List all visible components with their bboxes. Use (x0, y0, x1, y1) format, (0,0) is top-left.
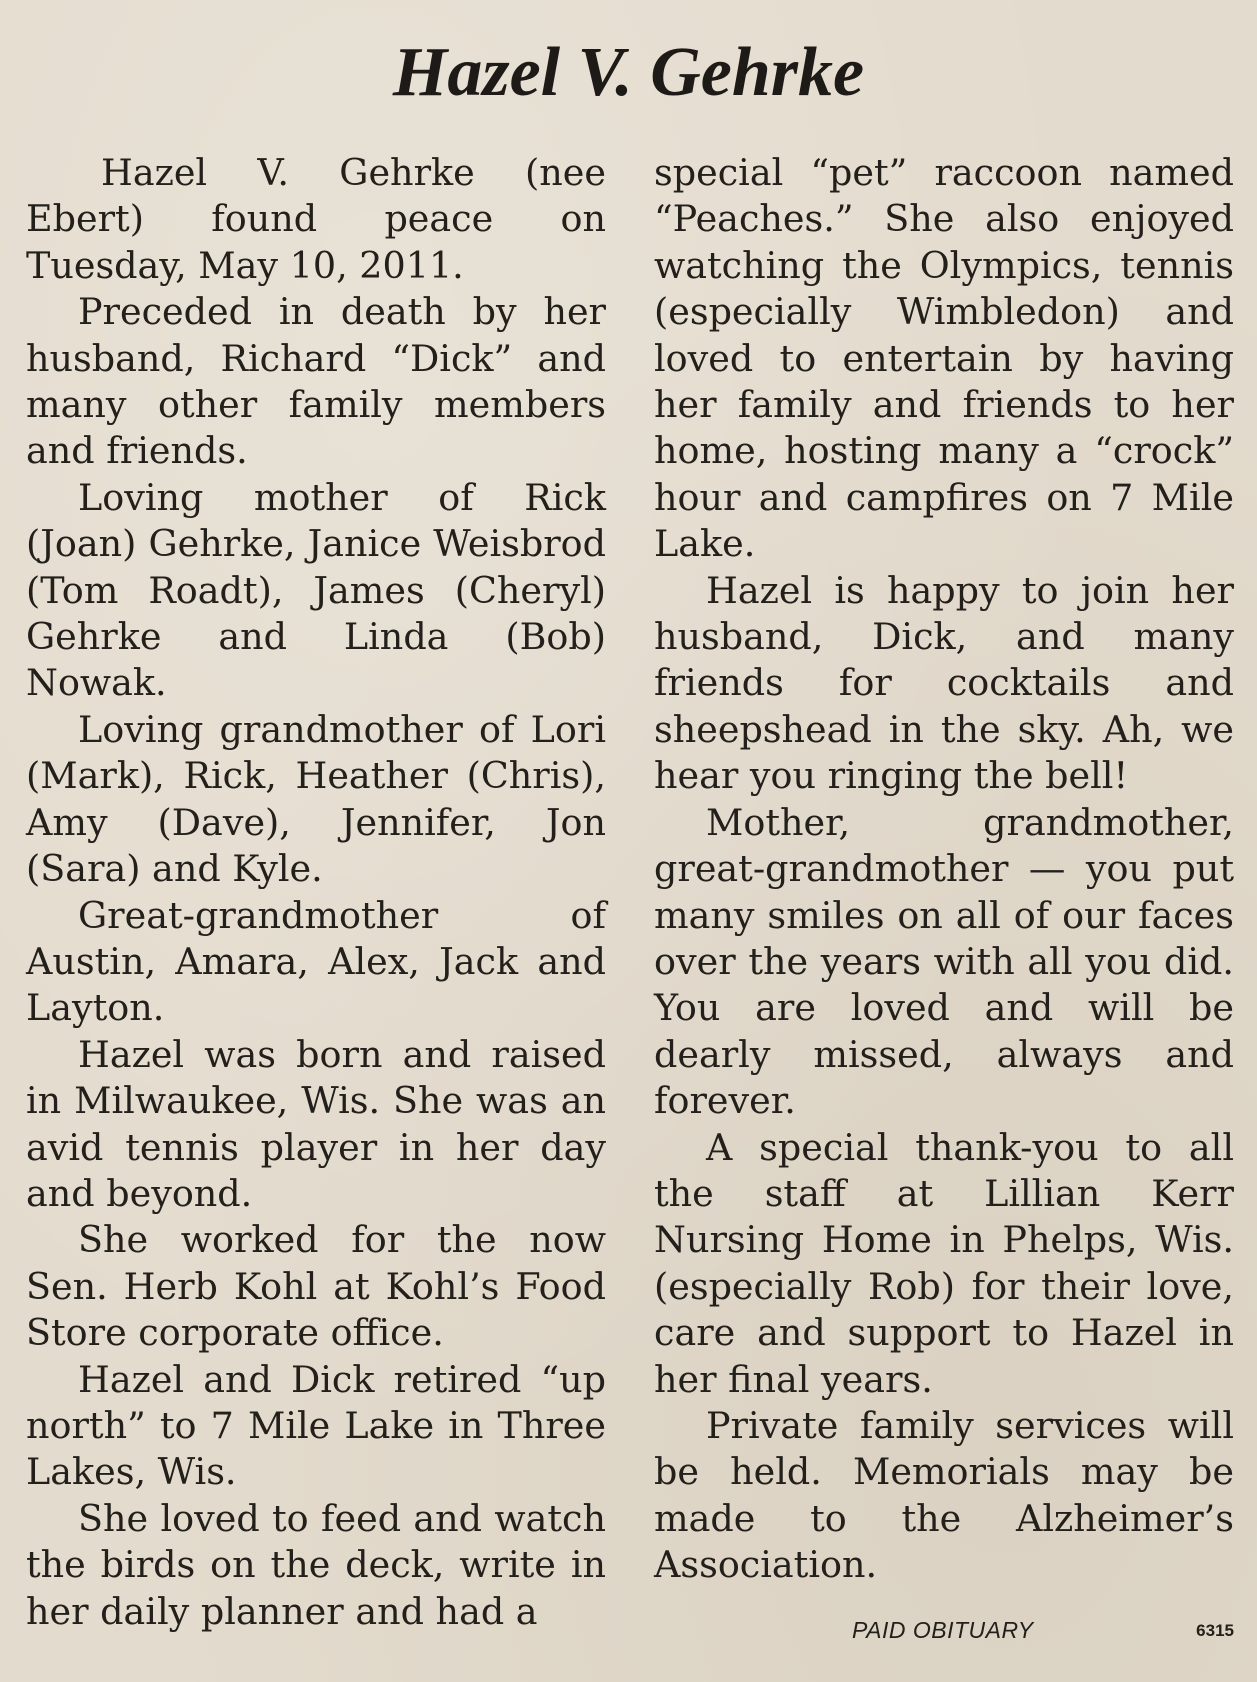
paid-obituary-label: PAID OBITUARY (852, 1617, 1034, 1643)
paragraph-grandmother: Loving grandmother of Lori (Mark), Rick, Heather (Chris), Amy (Dave), Jennifer, Jon (Sara) and Kyle. (26, 707, 606, 891)
paragraph-hobbies-continued: special “pet” raccoon named “Peaches.” She also enjoyed watching the Olympics, tennis (especially Wimbledon) and loved to entertain by having her family and friends to her home, hosting many a “crock” hour and campfires on 7 Mile Lake. (654, 151, 1234, 566)
obituary-title: Hazel V. Gehrke (392, 34, 865, 111)
paragraph-hobbies: She loved to feed and watch the birds on the deck, write in her daily planner and had a (26, 1496, 606, 1633)
paragraph-born: Hazel was born and raised in Milwaukee, Wis. She was an avid tennis player in her day and beyond. (26, 1032, 606, 1215)
left-column (26, 150, 606, 1635)
paragraph-mother: Loving mother of Rick (Joan) Gehrke, Janice Weisbrod (Tom Roadt), James (Cheryl) Gehrke and Linda (Bob) Nowak. (26, 475, 606, 705)
right-column (654, 150, 1234, 1589)
paragraph-preceded: Preceded in death by her husband, Richard “Dick” and many other family members and friends. (26, 290, 606, 473)
paragraph-join-husband: Hazel is happy to join her husband, Dick, and many friends for cocktails and sheepshead in the sky. Ah, we hear you ringing the bell! (654, 568, 1234, 798)
paragraph-tribute: Mother, grandmother, great-grandmother — you put many smiles on all of our faces over the years with all you did. You are loved and will be dearly missed, always and forever. (654, 800, 1234, 1123)
paragraph-intro: Hazel V. Gehrke (nee Ebert) found peace on Tuesday, May 10, 2011. (26, 151, 606, 287)
obituary-footer (654, 1615, 1234, 1645)
paragraph-great-grandmother: Great-grandmother of Austin, Amara, Alex, Jack and Layton. (26, 893, 606, 1030)
obituary-code: 6315 (1196, 1621, 1234, 1640)
paragraph-services: Private family services will be held. Memorials may be made to the Alzheimer’s Association. (654, 1403, 1234, 1587)
paragraph-worked: She worked for the now Sen. Herb Kohl at Kohl’s Food Store corporate office. (26, 1218, 606, 1355)
paragraph-thank-you: A special thank-you to all the staff at Lillian Kerr Nursing Home in Phelps, Wis. (especially Rob) for their love, care and support to Hazel in her final years. (654, 1125, 1234, 1401)
paragraph-retired: Hazel and Dick retired “up north” to 7 Mile Lake in Three Lakes, Wis. (26, 1357, 606, 1494)
